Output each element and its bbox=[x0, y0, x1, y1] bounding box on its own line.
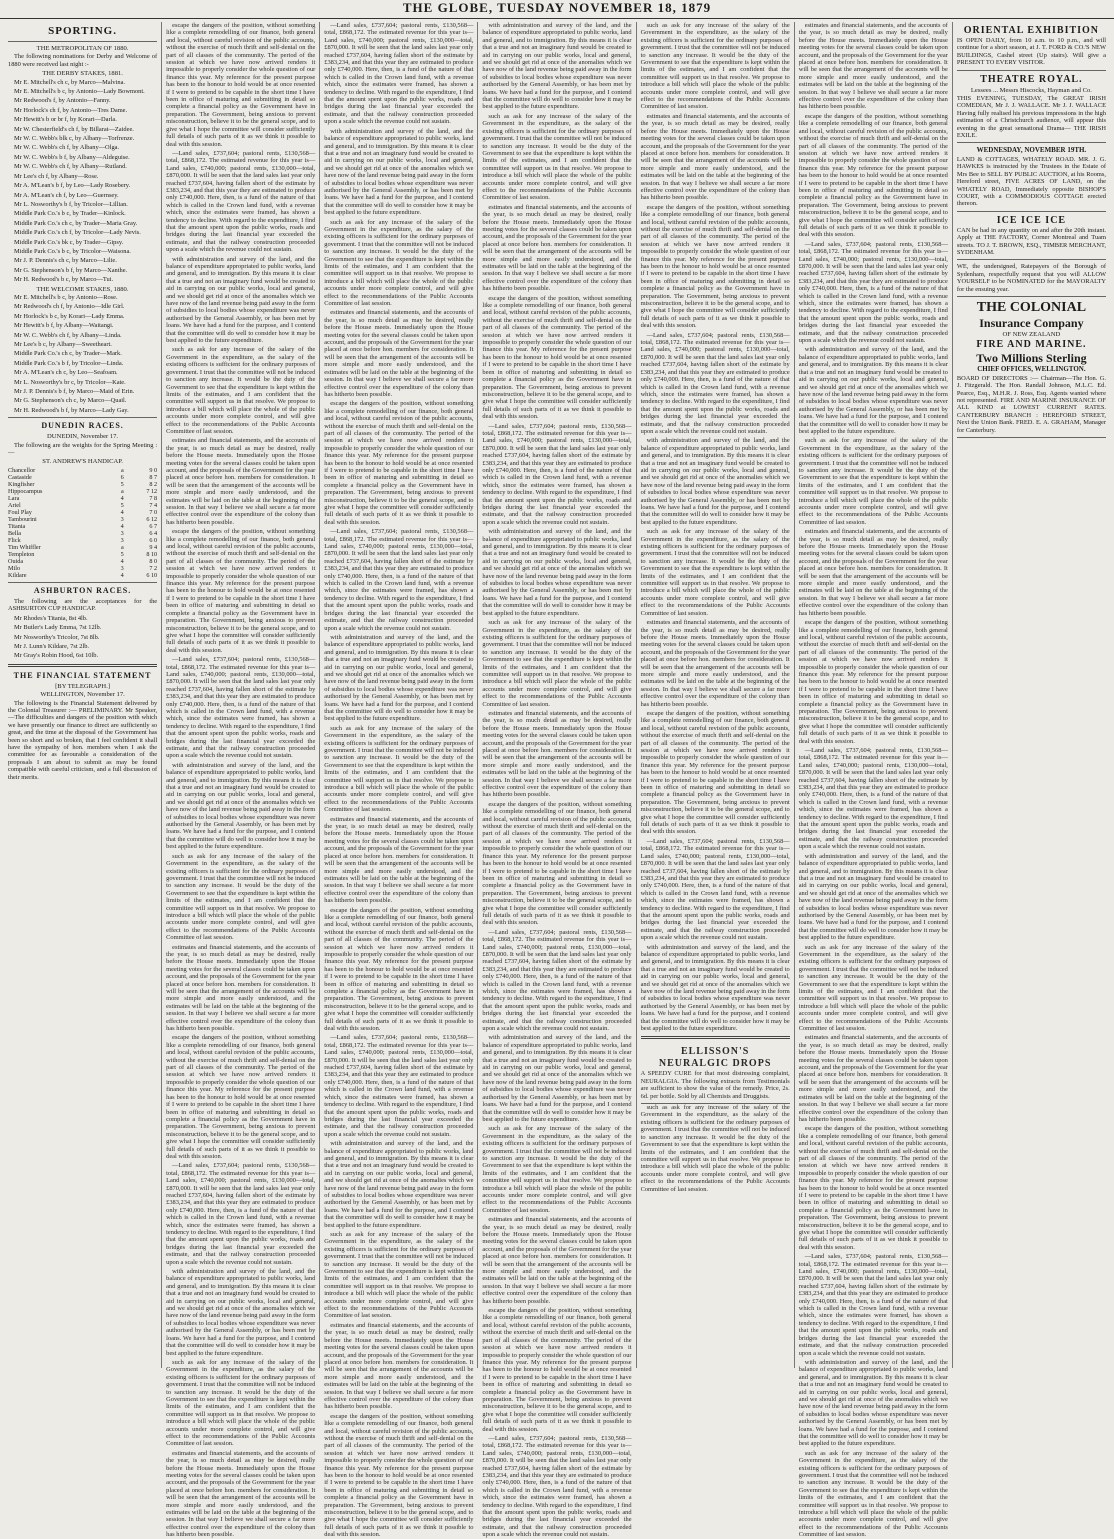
article-text: estimates and financial statements, and the accounts of the year, is so much detail as may be desired, really before the House meets. Immediately upon the House meeting votes for the several classes could be taken upon account, and the proposals of the Government for the year placed at once before hon. members for consideration. It will be seen that the arrangement of the accounts will be more simple and more easily understood, and the estimates will be laid on the table at the beginning of the session. In that way I believe we shall secure a far more effective control over the expenditure of the colony than has hitherto been possible. bbox=[640, 619, 790, 708]
article-text: escape the dangers of the position, without something like a complete remodelling of our finance, both general and local, without careful revision of the public accounts, without the exercise of much thrift and self-denial on the part of all classes of the community. The period of the session at which we have now arrived renders it impossible to properly consider the whole question of our finance this year. My reference for the present purpose has been to the honour to hold would be at once resented if I were to pretend to be capable in the short time I have been in office of maturing and submitting in detail so complete a financial policy as the Government have in preparation. The Government, being anxious to prevent misconstruction, believe it to be the general scope, and to give what I hope the committee will consider sufficiently full details of such parts of it as we think it possible to deal with this session. bbox=[324, 906, 474, 1033]
weight-weight: 9 4 bbox=[149, 543, 158, 551]
financial-statement-heading: THE FINANCIAL STATEMENT bbox=[13, 670, 152, 680]
article-text: —Land sales, £737,604; pastoral rents, £130,568—total, £868,172. The estimated revenue for this year is—Land sales, £740,000; pastoral rents, £130,000—total, £870,000. It will be seen that the land sales last year only reached £737,604, having fallen short of the estimate by £383,234, and that this year they are estimated to produce only £740,000. Here, then, is a fund of the nature of that which is called in the Crown land fund, with a revenue which, since the estimates were framed, has shown a tendency to decline. With regard to the expenditure, I find that the amount spent upon the public works, roads and bridges during the last financial year exceeded the estimate, and that the railway construction proceeded upon a scale which the revenue could not sustain. bbox=[640, 331, 790, 435]
welcome-entry: Mr Hewitt's b f, by Albany—Waitangi. bbox=[14, 322, 114, 330]
article-text: —Land sales, £737,604; pastoral rents, £130,568—total, £868,172. The estimated revenue for this year is—Land sales, £740,000; pastoral rents, £130,000—total, £870,000. It will be seen that the land sales last year only reached £737,604, having fallen short of the estimate by £383,234, and that this year they are estimated to produce only £740,000. Here, then, is a fund of the nature of that which is called in the Crown land fund, with a revenue which, since the estimates were framed, has shown a tendency to decline. With regard to the expenditure, I find that the amount spent upon the public works, roads and bridges during the last financial year exceeded the estimate, and that the railway construction proceeded upon a scale which the revenue could not sustain. bbox=[324, 22, 474, 126]
weight-age: 5 bbox=[120, 550, 124, 558]
derby-entry: Mr Lee's ch f, by Albany—Rose. bbox=[14, 172, 99, 180]
welcome-entry: Middle Park Co.'s ch c, by Trader—Mark. bbox=[14, 350, 122, 358]
column-statement-6 bbox=[795, 22, 953, 1539]
weight-row bbox=[8, 474, 157, 481]
article-text: —Land sales, £737,604; pastoral rents, £130,568—total, £868,172. The estimated revenue for this year is—Land sales, £740,000; pastoral rents, £130,000—total, £870,000. It will be seen that the land sales last year only reached £737,604, having fallen short of the estimate by £383,234, and that this year they are estimated to produce only £740,000. Here, then, is a fund of the nature of that which is called in the Crown land fund, with a revenue which, since the estimates were framed, has shown a tendency to decline. With regard to the expenditure, I find that the amount spent upon the public works, roads and bridges during the last financial year exceeded the estimate, and that the railway construction proceeded upon a scale which the revenue could not sustain. bbox=[482, 1434, 632, 1539]
weight-horse: Castaside bbox=[8, 473, 32, 481]
weight-weight: 6 12 bbox=[146, 515, 158, 523]
article-text: such as ask for any increase of the salary of the Government in the expenditure, as the salary of the existing officers is sufficient for the ordinary purposes of government. I trust that the committee will not be induced to sanction any increase. It would be the duty of the Government to see that the expenditure is kept within the limits of the estimates, and I am confident that the committee will support us in that resolve. We propose to introduce a bill which will place the whole of the public accounts under more complete control, and will give effect to the recommendations of the Public Accounts Committee of last session. bbox=[640, 22, 790, 111]
article-text: such as ask for any increase of the salary of the Government in the expenditure, as the salary of the existing officers is sufficient for the ordinary purposes of government. I trust that the committee will not be induced to sanction any increase. It would be the duty of the Government to see that the expenditure is kept within the limits of the estimates, and I am confident that the committee will support us in that resolve. We propose to introduce a bill which will place the whole of the public accounts under more complete control, and will give effect to the recommendations of the Public Accounts Committee of last session. bbox=[166, 346, 316, 435]
article-text: such as ask for any increase of the salary of the Government in the expenditure, as the salary of the existing officers is sufficient for the ordinary purposes of government. I trust that the committee will not be induced to sanction any increase. It would be the duty of the Government to see that the expenditure is kept within the limits of the estimates, and I am confident that the committee will support us in that resolve. We propose to introduce a bill which will place the whole of the public accounts under more complete control, and will give effect to the recommendations of the Public Accounts Committee of last session. bbox=[166, 1358, 316, 1448]
ad-title: THE COLONIAL bbox=[976, 299, 1087, 315]
weight-horse: Flick bbox=[8, 536, 21, 544]
weight-weight: 8 2 bbox=[149, 480, 158, 488]
article-text: estimates and financial statements, and the accounts of the year, is so much detail as may be desired, really before the House meets. Immediately upon the House meeting votes for the several classes could be taken upon account, and the proposals of the Government for the year placed at once before hon. members for consideration. It will be seen that the arrangement of the accounts will be more simple and more easily understood, and the estimates will be laid on the table at the beginning of the session. In that way I believe we shall secure a far more effective control over the expenditure of the colony than has hitherto been possible. bbox=[482, 203, 632, 293]
derby-entry: Mr W. C. Webb's ch f, by Albany—Rutland. bbox=[14, 163, 127, 171]
weight-weight: 6 10 bbox=[146, 571, 158, 579]
article-text: such as ask for any increase of the salary of the Government in the expenditure, as the salary of the existing officers is sufficient for the ordinary purposes of government. I trust that the committee will not be induced to sanction any increase. It would be the duty of the Government to see that the expenditure is kept within the limits of the estimates, and I am confident that the committee will support us in that resolve. We propose to introduce a bill which will place the whole of the public accounts under more complete control, and will give effect to the recommendations of the Public Accounts Committee of last session. bbox=[640, 528, 790, 617]
article-text: such as ask for any increase of the salary of the Government in the expenditure, as the salary of the existing officers is sufficient for the ordinary purposes of government. I trust that the committee will not be induced to sanction any increase. It would be the duty of the Government to see that the expenditure is kept within the limits of the estimates, and I am confident that the committee will support us in that resolve. We propose to introduce a bill which will place the whole of the public accounts under more complete control, and will give effect to the recommendations of the Public Accounts Committee of last session. bbox=[482, 112, 632, 202]
weight-row bbox=[8, 516, 157, 523]
derby-entry: Mr W. C. Webb's blk c, by Albany—Torfrenze. bbox=[14, 135, 135, 143]
article-text: with administration and survey of the land, and the balance of expenditure appropriated to public works, land and general, and to immigration. By this means it is clear that a true and not an imaginary fund would be created to aid in carrying on our public works, local and general, and we should get rid at once of the anomalies which we have now of the land revenue being paid away in the form of subsidies to local bodies whose expenditure was never authorised by the General Assembly, or has been met by loans. We have had a fund for the purpose, and I contend that the committee will do well to consider how it may be best applied to the future expenditure. bbox=[324, 1140, 474, 1229]
article-text: —Land sales, £737,604; pastoral rents, £130,568—total, £868,172. The estimated revenue for this year is—Land sales, £740,000; pastoral rents, £130,000—total, £870,000. It will be seen that the land sales last year only reached £737,604, having fallen short of the estimate by £383,234, and that this year they are estimated to produce only £740,000. Here, then, is a fund of the nature of that which is called in the Crown land fund, with a revenue which, since the estimates were framed, has shown a tendency to decline. With regard to the expenditure, I find that the amount spent upon the public works, roads and bridges during the last financial year exceeded the estimate, and that the railway construction proceeded upon a scale which the revenue could not sustain. bbox=[798, 1253, 948, 1357]
article-text: with administration and survey of the land, and the balance of expenditure appropriated to public works, land and general, and to immigration. By this means it is clear that a true and not an imaginary fund would be created to aid in carrying on our public works, local and general, and we should get rid at once of the anomalies which we have now of the land revenue being paid away in the form of subsidies to local bodies whose expenditure was never authorised by the General Assembly, or has been met by loans. We have had a fund for the purpose, and I contend that the committee will do well to consider how it may be best applied to the future expenditure. bbox=[798, 852, 948, 942]
welcome-entry: Middle Park Co.'s b f, by Tricolor—Linda. bbox=[14, 359, 124, 367]
ad-title: THEATRE ROYAL. bbox=[980, 73, 1083, 85]
ad-body: CAN be had in any quantity on and after the 20th instant. Apply at THE FACTORY, Corner Montreal and Tuam streets. TO J. T. BROWN, ESQ., TIMBER MERCHANT, SYDENHAM. bbox=[956, 226, 1106, 256]
advertisement-colonial-insurance bbox=[957, 297, 1106, 438]
ad-subtitle: NEURALGIC DROPS bbox=[658, 1058, 772, 1070]
race-heading-derby: THE DERBY STAKES, 1881. bbox=[42, 70, 123, 78]
weight-age: 3 bbox=[120, 515, 124, 523]
article-text: estimates and financial statements, and the accounts of the year, is so much detail as may be desired, really before the House meets. Immediately upon the House meeting votes for the several classes could be taken upon account, and the proposals of the Government for the year placed at once before hon. members for consideration. It will be seen that the arrangement of the accounts will be more simple and more easily understood, and the estimates will be laid on the table at the beginning of the session. In that way I believe we shall secure a far more effective control over the expenditure of the colony than has hitherto been possible. bbox=[798, 528, 948, 617]
advertisement-ice bbox=[957, 212, 1106, 261]
article-text: with administration and survey of the land, and the balance of expenditure appropriated to public works, land and general, and to immigration. By this means it is clear that a true and not an imaginary fund would be created to aid in carrying on our public works, local and general, and we should get rid at once of the anomalies which we have now of the land revenue being paid away in the form of subsidies to local bodies whose expenditure was never authorised by the General Assembly, or has been met by loans. We have had a fund for the purpose, and I contend that the committee will do well to consider how it may be best applied to the future expenditure. bbox=[166, 1268, 316, 1357]
weight-row bbox=[8, 558, 157, 565]
weight-row bbox=[8, 523, 157, 530]
ad-office: CHIEF OFFICES, WELLINGTON. bbox=[977, 365, 1086, 374]
derby-entry: Mr E. Mitchell's b c, by Antonio—Lady Bowmont. bbox=[14, 88, 145, 96]
weight-weight: 8 0 bbox=[149, 557, 158, 565]
weight-weight: 8 7 bbox=[149, 473, 158, 481]
derby-entry: Middle Park Co.'s b c, by Trader—Kinlock. bbox=[14, 210, 126, 218]
ad-title: ORIENTAL EXHIBITION bbox=[963, 25, 1100, 36]
article-text: such as ask for any increase of the salary of the Government in the expenditure, as the salary of the existing officers is sufficient for the ordinary purposes of government. I trust that the committee will not be induced to sanction any increase. It would be the duty of the Government to see that the expenditure is kept within the limits of the estimates, and I am confident that the committee will support us in that resolve. We propose to introduce a bill which will place the whole of the public accounts under more complete control, and will give effect to the recommendations of the Public Accounts Committee of last session. bbox=[324, 1231, 474, 1320]
welcome-entry: Mr Redwood's ch f, by Antonio—Idle Girl. bbox=[14, 303, 125, 311]
weight-horse: Hippocampus bbox=[8, 487, 43, 495]
article-text: such as ask for any increase of the salary of the Government in the expenditure, as the salary of the existing officers is sufficient for the ordinary purposes of government. I trust that the committee will not be induced to sanction any increase. It would be the duty of the Government to see that the expenditure is kept within the limits of the estimates, and I am confident that the committee will support us in that resolve. We propose to introduce a bill which will place the whole of the public accounts under more complete control, and will give effect to the recommendations of the Public Accounts Committee of last session. bbox=[482, 1125, 632, 1214]
article-text: escape the dangers of the position, without something like a complete remodelling of our finance, both general and local, without careful revision of the public accounts, without the exercise of much thrift and self-denial on the part of all classes of the community. The period of the session at which we have now arrived renders it impossible to properly consider the whole question of our finance this year. My reference for the present purpose has been to the honour to hold would be at once resented if I were to pretend to be capable in the short time I have been in office of maturing and submitting in detail so complete a financial policy as the Government have in preparation. The Government, being anxious to prevent misconstruction, believe it to be the general scope, and to give what I hope the committee will consider sufficiently full details of such parts of it as we think it possible to deal with this session. bbox=[166, 528, 316, 654]
ad-subtitle: Lessees ... Messrs Hiscocks, Hayman and Co. bbox=[970, 86, 1092, 94]
welcome-entry: Mr A. M'Lean's ch c, by Leo—Seafoam. bbox=[14, 369, 118, 377]
welcome-entry: Mr L. Nosworthy's br c, by Tricolor—Kate. bbox=[14, 378, 126, 386]
advertisement-theatre-royal bbox=[957, 71, 1106, 144]
article-text: with administration and survey of the land, and the balance of expenditure appropriated to public works, land and general, and to immigration. By this means it is clear that a true and not an imaginary fund would be created to aid in carrying on our public works, local and general, and we should get rid at once of the anomalies which we have now of the land revenue being paid away in the form of subsidies to local bodies whose expenditure was never authorised by the General Assembly, or has been met by loans. We have had a fund for the purpose, and I contend that the committee will do well to consider how it may be best applied to the future expenditure. bbox=[640, 437, 790, 526]
article-text: escape the dangers of the position, without something like a complete remodelling of our finance, both general and local, without careful revision of the public accounts, without the exercise of much thrift and self-denial on the part of all classes of the community. The period of the session at which we have now arrived renders it impossible to properly consider the whole question of our finance this year. My reference for the present purpose has been to the honour to hold would be at once resented if I were to pretend to be capable in the short time I have been in office of maturing and submitting in detail so complete a financial policy as the Government have in preparation. The Government, being anxious to prevent misconstruction, believe it to be the general scope, and to give what I hope the committee will consider sufficiently full details of such parts of it as we think it possible to deal with this session. bbox=[798, 1125, 948, 1251]
weight-age: 3 bbox=[120, 536, 124, 544]
derby-entry: Middle Park Co.'s ch f, by Tricolor—Lady Nevis. bbox=[14, 229, 141, 237]
article-text: —Land sales, £737,604; pastoral rents, £130,568—total, £868,172. The estimated revenue for this year is—Land sales, £740,000; pastoral rents, £130,000—total, £870,000. It will be seen that the land sales last year only reached £737,604, having fallen short of the estimate by £383,234, and that this year they are estimated to produce only £740,000. Here, then, is a fund of the nature of that which is called in the Crown land fund, with a revenue which, since the estimates were framed, has shown a tendency to decline. With regard to the expenditure, I find that the amount spent upon the public works, roads and bridges during the last financial year exceeded the estimate, and that the railway construction proceeded upon a scale which the revenue could not sustain. bbox=[482, 928, 632, 1033]
article-text: such as ask for any increase of the salary of the Government in the expenditure, as the salary of the existing officers is sufficient for the ordinary purposes of government. I trust that the committee will not be induced to sanction any increase. It would be the duty of the Government to see that the expenditure is kept within the limits of the estimates, and I am confident that the committee will support us in that resolve. We propose to introduce a bill which will place the whole of the public accounts under more complete control, and will give effect to the recommendations of the Public Accounts Committee of last session. bbox=[798, 437, 948, 526]
article-text: estimates and financial statements, and the accounts of the year, is so much detail as may be desired, really before the House meets. Immediately upon the House meeting votes for the several classes could be taken upon account, and the proposals of the Government for the year placed at once before hon. members for consideration. It will be seen that the arrangement of the accounts will be more simple and more easily understood, and the estimates will be laid on the table at the beginning of the session. In that way I believe we shall secure a far more effective control over the expenditure of the colony than has hitherto been possible. bbox=[482, 709, 632, 799]
advertisement-requisition bbox=[957, 260, 1106, 297]
article-text: such as ask for any increase of the salary of the Government in the expenditure, as the salary of the existing officers is sufficient for the ordinary purposes of government. I trust that the committee will not be induced to sanction any increase. It would be the duty of the Government to see that the expenditure is kept within the limits of the estimates, and I am confident that the committee will support us in that resolve. We propose to introduce a bill which will place the whole of the public accounts under more complete control, and will give effect to the recommendations of the Public Accounts Committee of last session. bbox=[482, 619, 632, 708]
derby-entry: Mr A. M'Lean's ch f, by Leo—Guernsey. bbox=[14, 191, 119, 199]
weight-row bbox=[8, 488, 157, 495]
derby-entry: Middle Park Co.'s ch c, by Trader—Maria Gray. bbox=[14, 219, 138, 227]
derby-entry: Mr L. Nosworthy's b f, by Tricolor—Lillian. bbox=[14, 200, 128, 208]
derby-entry: Middle Park Co.'s bk c, by Trader—Gipsy. bbox=[14, 238, 124, 246]
advertisement-oriental-exhibition bbox=[957, 22, 1106, 71]
weight-horse: Tambourini bbox=[8, 515, 37, 523]
column-statement-4 bbox=[478, 22, 636, 1539]
welcome-entry: Mr Horlock's b c, by Korari—Lady Emma. bbox=[14, 312, 125, 320]
acceptance-entry: Mr Butler's Lady Emma, 7st 12lb. bbox=[14, 624, 102, 632]
ad-body: LAND & COTTAGES, WHATELY ROAD. MR. J. G. HAWKES is instructed by the Trustees in the Estate of Mrs Bee to SELL BY PUBLIC AUCTION, at his Rooms, Hereford street, FIVE ACRES OF LAND, on the WHATELY ROAD, Immediately opposite BISHOP'S COURT, with a COMMODIOUS COTTAGE erected thereon. bbox=[956, 155, 1106, 208]
acceptance-entry: Mr Rhodes's Titania, 8st 4lb. bbox=[14, 614, 88, 622]
derby-entry: Mr W. Chesterfield's ch f, by Billarat—Zaidee. bbox=[14, 125, 134, 133]
weight-age: 4 bbox=[120, 494, 124, 502]
dateline: DUNEDIN, November 17. bbox=[47, 433, 119, 441]
meeting-heading-ashburton: ASHBURTON RACES. bbox=[33, 585, 132, 595]
ad-title: ELLISSON'S bbox=[680, 1046, 750, 1058]
article-text: estimates and financial statements, and the accounts of the year, is so much detail as may be desired, really before the House meets. Immediately upon the House meeting votes for the several classes could be taken upon account, and the proposals of the Government for the year placed at once before hon. members for consideration. It will be seen that the arrangement of the accounts will be more simple and more easily understood, and the estimates will be laid on the table at the beginning of the session. In that way I believe we shall secure a far more effective control over the expenditure of the colony than has hitherto been possible. bbox=[166, 437, 316, 526]
weight-weight: 7 8 bbox=[149, 494, 158, 502]
weight-weight: 8 10 bbox=[146, 550, 158, 558]
weight-row bbox=[8, 509, 157, 516]
article-text: such as ask for any increase of the salary of the Government in the expenditure, as the salary of the existing officers is sufficient for the ordinary purposes of government. I trust that the committee will not be induced to sanction any increase. It would be the duty of the Government to see that the expenditure is kept within the limits of the estimates, and I am confident that the committee will support us in that resolve. We propose to introduce a bill which will place the whole of the public accounts under more complete control, and will give effect to the recommendations of the Public Accounts Committee of last session. bbox=[324, 724, 474, 814]
welcome-entries bbox=[8, 294, 157, 414]
article-text: —Land sales, £737,604; pastoral rents, £130,568—total, £868,172. The estimated revenue for this year is—Land sales, £740,000; pastoral rents, £130,000—total, £870,000. It will be seen that the land sales last year only reached £737,604, having fallen short of the estimate by £383,234, and that this year they are estimated to produce only £740,000. Here, then, is a fund of the nature of that which is called in the Crown land fund, with a revenue which, since the estimates were framed, has shown a tendency to decline. With regard to the expenditure, I find that the amount spent upon the public works, roads and bridges during the last financial year exceeded the estimate, and that the railway construction proceeded upon a scale which the revenue could not sustain. bbox=[324, 528, 474, 632]
derby-entry: Mr Redwood's f, by Antonio—Fanny. bbox=[14, 97, 111, 105]
weight-horse: Ariel bbox=[8, 501, 21, 509]
ad-body: BOARD OF DIRECTORS :— Chairman—The Hon. G. J. Fitzgerald. The Hon. Randall Johnson, M.L.C. Ed. Pearce, Esq., M.H.R. J. Ross, Esq. Agents wanted where not represented. FIRE AND MARINE INSURANCE OF ALL KIND at LOWEST CURRENT RATES. CANTERBURY BRANCH : HEREFORD STREET, Next the Union Bank. FRED. E. A. GRAHAM, Manager for Canterbury. bbox=[956, 374, 1106, 434]
welcome-entry: Mr Lee's b c, by Albany—Sweetheart. bbox=[14, 341, 112, 348]
article-text: with administration and survey of the land, and the balance of expenditure appropriated to public works, land and general, and to immigration. By this means it is clear that a true and not an imaginary fund would be created to aid in carrying on our public works, local and general, and we should get rid at once of the anomalies which we have now of the land revenue being paid away in the form of subsidies to local bodies whose expenditure was never authorised by the General Assembly, or has been met by loans. We have had a fund for the purpose, and I contend that the committee will do well to consider how it may be best applied to the future expenditure. bbox=[640, 943, 790, 1033]
dateline: WELLINGTON, November 17. bbox=[40, 691, 125, 699]
weight-age: 5 bbox=[120, 480, 124, 488]
derby-entry: Mr G. Stephenson's b f, by Marco—Xanthe. bbox=[14, 266, 128, 274]
acceptance-entry: Mr J. Lunn's Kildare, 7st 2lb. bbox=[14, 642, 89, 650]
article-text: such as ask for any increase of the salary of the Government in the expenditure, as the salary of the existing officers is sufficient for the ordinary purposes of government. I trust that the committee will not be induced to sanction any increase. It would be the duty of the Government to see that the expenditure is kept within the limits of the estimates, and I am confident that the committee will support us in that resolve. We propose to introduce a bill which will place the whole of the public accounts under more complete control, and will give effect to the recommendations of the Public Accounts Committee of last session. bbox=[166, 852, 316, 942]
article-text: with administration and survey of the land, and the balance of expenditure appropriated to public works, land and general, and to immigration. By this means it is clear that a true and not an imaginary fund would be created to aid in carrying on our public works, local and general, and we should get rid at once of the anomalies which we have now of the land revenue being paid away in the form of subsidies to local bodies whose expenditure was never authorised by the General Assembly, or has been met by loans. We have had a fund for the purpose, and I contend that the committee will do well to consider how it may be best applied to the future expenditure. bbox=[166, 255, 316, 345]
weight-row bbox=[8, 572, 157, 579]
derby-entry: Middle Park Co.'s b c, by Tricolor—Waisona. bbox=[14, 247, 131, 255]
weight-age: 4 bbox=[120, 508, 124, 516]
ad-capital: Two Millions Sterling bbox=[976, 351, 1087, 366]
weight-weight: 9 0 bbox=[149, 466, 158, 474]
article-text: with administration and survey of the land, and the balance of expenditure appropriated to public works, land and general, and to immigration. By this means it is clear that a true and not an imaginary fund would be created to aid in carrying on our public works, local and general, and we should get rid at once of the anomalies which we have now of the land revenue being paid away in the form of subsidies to local bodies whose expenditure was never authorised by the General Assembly, or has been met by loans. We have had a fund for the purpose, and I contend that the committee will do well to consider how it may be best applied to the future expenditure. bbox=[324, 127, 474, 217]
weight-age: 4 bbox=[120, 571, 124, 579]
weight-horse: Kildare bbox=[8, 571, 27, 579]
article-text: estimates and financial statements, and the accounts of the year, is so much detail as may be desired, really before the House meets. Immediately upon the House meeting votes for the several classes could be taken upon account, and the proposals of the Government for the year placed at once before hon. members for consideration. It will be seen that the arrangement of the accounts will be more simple and more easily understood, and the estimates will be laid on the table at the beginning of the session. In that way I believe we shall secure a far more effective control over the expenditure of the colony than has hitherto been possible. bbox=[324, 309, 474, 398]
column-advertisements bbox=[953, 22, 1110, 1368]
weight-age: 4 bbox=[120, 522, 124, 530]
welcome-entry: Mr E. Mitchell's b c, by Antonio—Rose. bbox=[14, 293, 118, 301]
handicap-heading: ST. ANDREW'S HANDICAP. bbox=[42, 458, 123, 466]
weight-row bbox=[8, 530, 157, 537]
ad-title: ICE ICE ICE bbox=[996, 214, 1067, 226]
derby-entry: Mr W. C. Webb's b f, by Albany—Aldeguise. bbox=[14, 153, 130, 161]
weight-row bbox=[8, 502, 157, 509]
article-text: escape the dangers of the position, without something like a complete remodelling of our finance, both general and local, without careful revision of the public accounts, without the exercise of much thrift and self-denial on the part of all classes of the community. The period of the session at which we have now arrived renders it impossible to properly consider the whole question of our finance this year. My reference for the present purpose has been to the honour to hold would be at once resented if I were to pretend to be capable in the short time I have been in office of maturing and submitting in detail so complete a financial policy as the Government have in preparation. The Government, being anxious to prevent misconstruction, believe it to be the general scope, and to give what I hope the committee will consider sufficiently full details of such parts of it as we think it possible to deal with this session. bbox=[640, 709, 790, 836]
article-text: escape the dangers of the position, without something like a complete remodelling of our finance, both general and local, without careful revision of the public accounts, without the exercise of much thrift and self-denial on the part of all classes of the community. The period of the session at which we have now arrived renders it impossible to properly consider the whole question of our finance this year. My reference for the present purpose has been to the honour to hold would be at once resented if I were to pretend to be capable in the short time I have been in office of maturing and submitting in detail so complete a financial policy as the Government have in preparation. The Government, being anxious to prevent misconstruction, believe it to be the general scope, and to give what I hope the committee will consider sufficiently full details of such parts of it as we think it possible to deal with this session. bbox=[482, 294, 632, 421]
weight-horse: Milo bbox=[8, 564, 21, 572]
article-text: —Land sales, £737,604; pastoral rents, £130,568—total, £868,172. The estimated revenue for this year is—Land sales, £740,000; pastoral rents, £130,000—total, £870,000. It will be seen that the land sales last year only reached £737,604, having fallen short of the estimate by £383,234, and that this year they are estimated to produce only £740,000. Here, then, is a fund of the nature of that which is called in the Crown land fund, with a revenue which, since the estimates were framed, has shown a tendency to decline. With regard to the expenditure, I find that the amount spent upon the public works, roads and bridges during the last financial year exceeded the estimate, and that the railway construction proceeded upon a scale which the revenue could not sustain. bbox=[798, 240, 948, 345]
weight-row bbox=[8, 551, 157, 558]
meeting-heading: THE METROPOLITAN OF 1880. bbox=[36, 45, 129, 52]
welcome-entry: Mr W. C. Webb's ch f, by Albany—Linda. bbox=[14, 331, 122, 339]
column-statement-5 bbox=[637, 22, 795, 1368]
article-text: such as ask for any increase of the salary of the Government in the expenditure, as the salary of the existing officers is sufficient for the ordinary purposes of government. I trust that the committee will not be induced to sanction any increase. It would be the duty of the Government to see that the expenditure is kept within the limits of the estimates, and I am confident that the committee will support us in that resolve. We propose to introduce a bill which will place the whole of the public accounts under more complete control, and will give effect to the recommendations of the Public Accounts Committee of last session. bbox=[640, 1104, 790, 1193]
column-sporting bbox=[4, 22, 162, 1368]
derby-entry: Mr A. M'Lean's b f, by Leo—Lady Rosebery. bbox=[14, 182, 131, 190]
ad-body: IS OPEN DAILY, from 10 a.m. to 10 p.m., and will continue for a short season, at J. T. FORD & CO.'S NEW BUILDINGS, Cashel street (Up stairs). Will give a PRESENT TO EVERY VISITOR. bbox=[956, 37, 1106, 67]
weight-row bbox=[8, 544, 157, 551]
derby-entries bbox=[8, 79, 157, 284]
article-text: —Land sales, £737,604; pastoral rents, £130,568—total, £868,172. The estimated revenue for this year is—Land sales, £740,000; pastoral rents, £130,000—total, £870,000. It will be seen that the land sales last year only reached £737,604, having fallen short of the estimate by £383,234, and that this year they are estimated to produce only £740,000. Here, then, is a fund of the nature of that which is called in the Crown land fund, with a revenue which, since the estimates were framed, has shown a tendency to decline. With regard to the expenditure, I find that the amount spent upon the public works, roads and bridges during the last financial year exceeded the estimate, and that the railway construction proceeded upon a scale which the revenue could not sustain. bbox=[482, 422, 632, 526]
article-text: with administration and survey of the land, and the balance of expenditure appropriated to public works, land and general, and to immigration. By this means it is clear that a true and not an imaginary fund would be created to aid in carrying on our public works, local and general, and we should get rid at once of the anomalies which we have now of the land revenue being paid away in the form of subsidies to local bodies whose expenditure was never authorised by the General Assembly, or has been met by loans. We have had a fund for the purpose, and I contend that the committee will do well to consider how it may be best applied to the future expenditure. bbox=[324, 633, 474, 723]
ad-title-2: Insurance Company bbox=[979, 315, 1084, 330]
article-text: estimates and financial statements, and the accounts of the year, is so much detail as may be desired, really before the House meets. Immediately upon the House meeting votes for the several classes could be taken upon account, and the proposals of the Government for the year placed at once before hon. members for consideration. It will be seen that the arrangement of the accounts will be more simple and more easily understood, and the estimates will be laid on the table at the beginning of the session. In that way I believe we shall secure a far more effective control over the expenditure of the colony than has hitherto been possible. bbox=[324, 815, 474, 905]
article-text: escape the dangers of the position, without something like a complete remodelling of our finance, both general and local, without careful revision of the public accounts, without the exercise of much thrift and self-denial on the part of all classes of the community. The period of the session at which we have now arrived renders it impossible to properly consider the whole question of our finance this year. My reference for the present purpose has been to the honour to hold would be at once resented if I were to pretend to be capable in the short time I have been in office of maturing and submitting in detail so complete a financial policy as the Government have in preparation. The Government, being anxious to prevent misconstruction, believe it to be the general scope, and to give what I hope the committee will consider sufficiently full details of such parts of it as we think it possible to deal with this session. bbox=[482, 1307, 632, 1433]
article-text: such as ask for any increase of the salary of the Government in the expenditure, as the salary of the existing officers is sufficient for the ordinary purposes of government. I trust that the committee will not be induced to sanction any increase. It would be the duty of the Government to see that the expenditure is kept within the limits of the estimates, and I am confident that the committee will support us in that resolve. We propose to introduce a bill which will place the whole of the public accounts under more complete control, and will give effect to the recommendations of the Public Accounts Committee of last session. bbox=[798, 943, 948, 1033]
derby-entry: Mr H. Redwood's b c, by Marco—Tui. bbox=[14, 276, 114, 284]
welcome-entry: Mr G. Stephenson's ch c, by Marco—Quail. bbox=[14, 397, 127, 405]
intro-paragraph: The following nominations for Derby and Welcome of 1880 were received last night :- bbox=[8, 53, 158, 68]
weight-horse: Tim Whiffler bbox=[8, 543, 41, 551]
article-text: escape the dangers of the position, without something like a complete remodelling of our finance, both general and local, without careful revision of the public accounts, without the exercise of much thrift and self-denial on the part of all classes of the community. The period of the session at which we have now arrived renders it impossible to properly consider the whole question of our finance this year. My reference for the present purpose has been to the honour to hold would be at once resented if I were to pretend to be capable in the short time I have been in office of maturing and submitting in detail so complete a financial policy as the Government have in preparation. The Government, being anxious to prevent misconstruction, believe it to be the general scope, and to give what I hope the committee will consider sufficiently full details of such parts of it as we think it possible to deal with this session. bbox=[166, 22, 316, 148]
weight-weight: 7 0 bbox=[149, 508, 158, 516]
statement-paragraph: The following is the Financial Statement delivered by the Colonial Treasurer :— PRELIMINARY. Mr Speaker,—The difficulties and dangers of the position with which we have presently our finance to direct are sufficiently so great, and the time at the disposal of the Government has been so short and so broken, that I feel confident it shall have the sympathy of hon. members when I ask the committee for as favourable a consideration of the proposals I am about to submit as may be found compatible with careful criticism, and a full discussion of their merits. bbox=[8, 699, 158, 781]
article-text: estimates and financial statements, and the accounts of the year, is so much detail as may be desired, really before the House meets. Immediately upon the House meeting votes for the several classes could be taken upon account, and the proposals of the Government for the year placed at once before hon. members for consideration. It will be seen that the arrangement of the accounts will be more simple and more easily understood, and the estimates will be laid on the table at the beginning of the session. In that way I believe we shall secure a far more effective control over the expenditure of the colony than has hitherto been possible. bbox=[798, 22, 948, 111]
ad-body: THIS EVENING, TUESDAY, The GREAT IRISH COMEDIAN, Mr J. J. WALLACE. Mr J. J. WALLACE Having fully realised his previous impressions in the high estimation of a Christchurch audience, will appear this evening in the great sensational Drama— THE IRISH EXILE. bbox=[956, 95, 1106, 140]
derby-entry: Mr Hewitt's b or br f, by Korari—Darla. bbox=[14, 116, 117, 124]
derby-entry: Mr J. P. Dennis's ch c, by Marco—Lilie. bbox=[14, 257, 117, 265]
article-text: escape the dangers of the position, without something like a complete remodelling of our finance, both general and local, without careful revision of the public accounts, without the exercise of much thrift and self-denial on the part of all classes of the community. The period of the session at which we have now arrived renders it impossible to properly consider the whole question of our finance this year. My reference for the present purpose has been to the honour to hold would be at once resented if I were to pretend to be capable in the short time I have been in office of maturing and submitting in detail so complete a financial policy as the Government have in preparation. The Government, being anxious to prevent misconstruction, believe it to be the general scope, and to give what I hope the committee will consider sufficiently full details of such parts of it as we think it possible to deal with this session. bbox=[324, 400, 474, 526]
weight-age: 6 bbox=[120, 473, 124, 481]
article-text: estimates and financial statements, and the accounts of the year, is so much detail as may be desired, really before the House meets. Immediately upon the House meeting votes for the several classes could be taken upon account, and the proposals of the Government for the year placed at once before hon. members for consideration. It will be seen that the arrangement of the accounts will be more simple and more easily understood, and the estimates will be laid on the table at the beginning of the session. In that way I believe we shall secure a far more effective control over the expenditure of the colony than has hitherto been possible. bbox=[324, 1321, 474, 1411]
weight-age: 5 bbox=[120, 501, 124, 509]
article-text: estimates and financial statements, and the accounts of the year, is so much detail as may be desired, really before the House meets. Immediately upon the House meeting votes for the several classes could be taken upon account, and the proposals of the Government for the year placed at once before hon. members for consideration. It will be seen that the arrangement of the accounts will be more simple and more easily understood, and the estimates will be laid on the table at the beginning of the session. In that way I believe we shall secure a far more effective control over the expenditure of the colony than has hitherto been possible. bbox=[166, 943, 316, 1033]
article-text: with administration and survey of the land, and the balance of expenditure appropriated to public works, land and general, and to immigration. By this means it is clear that a true and not an imaginary fund would be created to aid in carrying on our public works, local and general, and we should get rid at once of the anomalies which we have now of the land revenue being paid away in the form of subsidies to local bodies whose expenditure was never authorised by the General Assembly, or has been met by loans. We have had a fund for the purpose, and I contend that the committee will do well to consider how it may be best applied to the future expenditure. bbox=[166, 761, 316, 851]
weight-horse: Titania bbox=[8, 522, 26, 530]
welcome-entry: Mr H. Redwood's b f, by Marco—Lady Gay. bbox=[14, 406, 129, 414]
article-text: with administration and survey of the land, and the balance of expenditure appropriated to public works, land and general, and to immigration. By this means it is clear that a true and not an imaginary fund would be created to aid in carrying on our public works, local and general, and we should get rid at once of the anomalies which we have now of the land revenue being paid away in the form of subsidies to local bodies whose expenditure was never authorised by the General Assembly, or has been met by loans. We have had a fund for the purpose, and I contend that the committee will do well to consider how it may be best applied to the future expenditure. bbox=[482, 1034, 632, 1123]
ad-line: FIRE AND MARINE. bbox=[976, 339, 1087, 351]
derby-entry: Mr W. C. Webb's ch f, by Albany—Olga. bbox=[14, 144, 120, 152]
derby-entry: Mr E. Mitchell's ch c, by Marco—Malvina. bbox=[14, 78, 126, 86]
weight-weight: 6 4 bbox=[149, 529, 158, 537]
article-text: such as ask for any increase of the salary of the Government in the expenditure, as the salary of the existing officers is sufficient for the ordinary purposes of government. I trust that the committee will not be induced to sanction any increase. It would be the duty of the Government to see that the expenditure is kept within the limits of the estimates, and I am confident that the committee will support us in that resolve. We propose to introduce a bill which will place the whole of the public accounts under more complete control, and will give effect to the recommendations of the Public Accounts Committee of last session. bbox=[798, 1449, 948, 1539]
acceptance-entry: Mr Nosworthy's Tricolor, 7st 8lb. bbox=[14, 633, 100, 641]
weight-horse: Lara bbox=[8, 494, 20, 502]
acceptances-list bbox=[8, 615, 157, 660]
weight-row bbox=[8, 467, 157, 474]
ad-title: WEDNESDAY, NOVEMBER 19TH. bbox=[976, 146, 1087, 155]
article-text: escape the dangers of the position, without something like a complete remodelling of our finance, both general and local, without careful revision of the public accounts, without the exercise of much thrift and self-denial on the part of all classes of the community. The period of the session at which we have now arrived renders it impossible to properly consider the whole question of our finance this year. My reference for the present purpose has been to the honour to hold would be at once resented if I were to pretend to be capable in the short time I have been in office of maturing and submitting in detail so complete a financial policy as the Government have in preparation. The Government, being anxious to prevent misconstruction, believe it to be the general scope, and to give what I hope the committee will consider sufficiently full details of such parts of it as we think it possible to deal with this session. bbox=[798, 112, 948, 239]
article-text: —Land sales, £737,604; pastoral rents, £130,568—total, £868,172. The estimated revenue for this year is—Land sales, £740,000; pastoral rents, £130,000—total, £870,000. It will be seen that the land sales last year only reached £737,604, having fallen short of the estimate by £383,234, and that this year they are estimated to produce only £740,000. Here, then, is a fund of the nature of that which is called in the Crown land fund, with a revenue which, since the estimates were framed, has shown a tendency to decline. With regard to the expenditure, I find that the amount spent upon the public works, roads and bridges during the last financial year exceeded the estimate, and that the railway construction proceeded upon a scale which the revenue could not sustain. bbox=[166, 656, 316, 760]
weight-age: a bbox=[120, 543, 124, 551]
article-text: escape the dangers of the position, without something like a complete remodelling of our finance, both general and local, without careful revision of the public accounts, without the exercise of much thrift and self-denial on the part of all classes of the community. The period of the session at which we have now arrived renders it impossible to properly consider the whole question of our finance this year. My reference for the present purpose has been to the honour to hold would be at once resented if I were to pretend to be capable in the short time I have been in office of maturing and submitting in detail so complete a financial policy as the Government have in preparation. The Government, being anxious to prevent misconstruction, believe it to be the general scope, and to give what I hope the committee will consider sufficiently full details of such parts of it as we think it possible to deal with this session. bbox=[640, 203, 790, 330]
advertisement-ellissons bbox=[641, 1043, 790, 1104]
weight-horse: Templeton bbox=[8, 550, 35, 558]
article-text: —Land sales, £737,604; pastoral rents, £130,568—total, £868,172. The estimated revenue for this year is—Land sales, £740,000; pastoral rents, £130,000—total, £870,000. It will be seen that the land sales last year only reached £737,604, having fallen short of the estimate by £383,234, and that this year they are estimated to produce only £740,000. Here, then, is a fund of the nature of that which is called in the Crown land fund, with a revenue which, since the estimates were framed, has shown a tendency to decline. With regard to the expenditure, I find that the amount spent upon the public works, roads and bridges during the last financial year exceeded the estimate, and that the railway construction proceeded upon a scale which the revenue could not sustain. bbox=[640, 837, 790, 942]
article-text: —Land sales, £737,604; pastoral rents, £130,568—total, £868,172. The estimated revenue for this year is—Land sales, £740,000; pastoral rents, £130,000—total, £870,000. It will be seen that the land sales last year only reached £737,604, having fallen short of the estimate by £383,234, and that this year they are estimated to produce only £740,000. Here, then, is a fund of the nature of that which is called in the Crown land fund, with a revenue which, since the estimates were framed, has shown a tendency to decline. With regard to the expenditure, I find that the amount spent upon the public works, roads and bridges during the last financial year exceeded the estimate, and that the railway construction proceeded upon a scale which the revenue could not sustain. bbox=[324, 1034, 474, 1138]
weight-row bbox=[8, 565, 157, 572]
weight-age: 4 bbox=[120, 557, 124, 565]
masthead bbox=[0, 0, 1114, 19]
article-text: such as ask for any increase of the salary of the Government in the expenditure, as the salary of the existing officers is sufficient for the ordinary purposes of government. I trust that the committee will not be induced to sanction any increase. It would be the duty of the Government to see that the expenditure is kept within the limits of the estimates, and I am confident that the committee will support us in that resolve. We propose to introduce a bill which will place the whole of the public accounts under more complete control, and will give effect to the recommendations of the Public Accounts Committee of last session. bbox=[324, 218, 474, 308]
columns bbox=[4, 22, 1110, 1539]
weight-weight: 7 12 bbox=[146, 487, 158, 495]
column-statement-2 bbox=[162, 22, 320, 1539]
ad-subtitle: OF NEW ZEALAND bbox=[1002, 330, 1061, 338]
weight-horse: Foul Play bbox=[8, 508, 32, 516]
weights-table bbox=[8, 467, 157, 579]
article-text: escape the dangers of the position, without something like a complete remodelling of our finance, both general and local, without careful revision of the public accounts, without the exercise of much thrift and self-denial on the part of all classes of the community. The period of the session at which we have now arrived renders it impossible to properly consider the whole question of our finance this year. My reference for the present purpose has been to the honour to hold would be at once resented if I were to pretend to be capable in the short time I have been in office of maturing and submitting in detail so complete a financial policy as the Government have in preparation. The Government, being anxious to prevent misconstruction, believe it to be the general scope, and to give what I hope the committee will consider sufficiently full details of such parts of it as we think it possible to deal with this session. bbox=[166, 1034, 316, 1160]
derby-entry: Mr Horlock's ch f, by Antonio—Tres Dame. bbox=[14, 106, 128, 114]
article-text: —Land sales, £737,604; pastoral rents, £130,568—total, £868,172. The estimated revenue for this year is—Land sales, £740,000; pastoral rents, £130,000—total, £870,000. It will be seen that the land sales last year only reached £737,604, having fallen short of the estimate by £383,234, and that this year they are estimated to produce only £740,000. Here, then, is a fund of the nature of that which is called in the Crown land fund, with a revenue which, since the estimates were framed, has shown a tendency to decline. With regard to the expenditure, I find that the amount spent upon the public works, roads and bridges during the last financial year exceeded the estimate, and that the railway construction proceeded upon a scale which the revenue could not sustain. bbox=[166, 149, 316, 254]
article-text: estimates and financial statements, and the accounts of the year, is so much detail as may be desired, really before the House meets. Immediately upon the House meeting votes for the several classes could be taken upon account, and the proposals of the Government for the year placed at once before hon. members for consideration. It will be seen that the arrangement of the accounts will be more simple and more easily understood, and the estimates will be laid on the table at the beginning of the session. In that way I believe we shall secure a far more effective control over the expenditure of the colony than has hitherto been possible. bbox=[482, 1216, 632, 1305]
article-text: with administration and survey of the land, and the balance of expenditure appropriated to public works, land and general, and to immigration. By this means it is clear that a true and not an imaginary fund would be created to aid in carrying on our public works, local and general, and we should get rid at once of the anomalies which we have now of the land revenue being paid away in the form of subsidies to local bodies whose expenditure was never authorised by the General Assembly, or has been met by loans. We have had a fund for the purpose, and I contend that the committee will do well to consider how it may be best applied to the future expenditure. bbox=[798, 1358, 948, 1448]
article-text: —Land sales, £737,604; pastoral rents, £130,568—total, £868,172. The estimated revenue for this year is—Land sales, £740,000; pastoral rents, £130,000—total, £870,000. It will be seen that the land sales last year only reached £737,604, having fallen short of the estimate by £383,234, and that this year they are estimated to produce only £740,000. Here, then, is a fund of the nature of that which is called in the Crown land fund, with a revenue which, since the estimates were framed, has shown a tendency to decline. With regard to the expenditure, I find that the amount spent upon the public works, roads and bridges during the last financial year exceeded the estimate, and that the railway construction proceeded upon a scale which the revenue could not sustain. bbox=[166, 1162, 316, 1266]
weight-horse: Kingfisher bbox=[8, 480, 35, 488]
weight-horse: Bella bbox=[8, 529, 22, 537]
welcome-entry: Mr J. P. Dennis's b f, by Marco—Maid of Erin. bbox=[14, 388, 135, 396]
article-text: escape the dangers of the position, without something like a complete remodelling of our finance, both general and local, without careful revision of the public accounts, without the exercise of much thrift and self-denial on the part of all classes of the community. The period of the session at which we have now arrived renders it impossible to properly consider the whole question of our finance this year. My reference for the present purpose has been to the honour to hold would be at once resented if I were to pretend to be capable in the short time I have been in office of maturing and submitting in detail so complete a financial policy as the Government have in preparation. The Government, being anxious to prevent misconstruction, believe it to be the general scope, and to give what I hope the committee will consider sufficiently full details of such parts of it as we think it possible to deal with this session. bbox=[324, 1412, 474, 1539]
weight-row bbox=[8, 537, 157, 544]
weight-age: 3 bbox=[120, 564, 124, 572]
ad-body: A SPEEDY CURE for that most distressing complaint, NEURALGIA. The following extracts from Testimonials are sufficient to show the value of the remedy. Price, 2s. 6d. per bottle. Sold by all Chemists and Druggists. bbox=[640, 1070, 790, 1100]
acceptances-intro: The following are the acceptances for the ASHBURTON CUP HANDICAP. bbox=[8, 597, 158, 613]
weight-row bbox=[8, 481, 157, 488]
weights-intro: The following are the weights for the Spring Meeting :— bbox=[8, 441, 158, 457]
column-statement-3 bbox=[320, 22, 478, 1539]
section-heading-sporting: SPORTING. bbox=[48, 25, 117, 37]
meeting-heading-dunedin: DUNEDIN RACES. bbox=[41, 421, 124, 431]
article-text: with administration and survey of the land, and the balance of expenditure appropriated to public works, land and general, and to immigration. By this means it is clear that a true and not an imaginary fund would be created to aid in carrying on our public works, local and general, and we should get rid at once of the anomalies which we have now of the land revenue being paid away in the form of subsidies to local bodies whose expenditure was never authorised by the General Assembly, or has been met by loans. We have had a fund for the purpose, and I contend that the committee will do well to consider how it may be best applied to the future expenditure. bbox=[482, 528, 632, 617]
weight-age: a bbox=[120, 487, 124, 495]
article-text: estimates and financial statements, and the accounts of the year, is so much detail as may be desired, really before the House meets. Immediately upon the House meeting votes for the several classes could be taken upon account, and the proposals of the Government for the year placed at once before hon. members for consideration. It will be seen that the arrangement of the accounts will be more simple and more easily understood, and the estimates will be laid on the table at the beginning of the session. In that way I believe we shall secure a far more effective control over the expenditure of the colony than has hitherto been possible. bbox=[798, 1034, 948, 1123]
masthead-title: THE GLOBE, TUESDAY NOVEMBER 18, 1879 bbox=[402, 0, 712, 15]
weight-age: 3 bbox=[120, 529, 124, 537]
article-text: with administration and survey of the land, and the balance of expenditure appropriated to public works, land and general, and to immigration. By this means it is clear that a true and not an imaginary fund would be created to aid in carrying on our public works, local and general, and we should get rid at once of the anomalies which we have now of the land revenue being paid away in the form of subsidies to local bodies whose expenditure was never authorised by the General Assembly, or has been met by loans. We have had a fund for the purpose, and I contend that the committee will do well to consider how it may be best applied to the future expenditure. bbox=[482, 22, 632, 111]
weight-weight: 7 2 bbox=[149, 564, 158, 572]
telegraph-tag: [BY TELEGRAPH.] bbox=[55, 682, 111, 690]
article-text: —Land sales, £737,604; pastoral rents, £130,568—total, £868,172. The estimated revenue for this year is—Land sales, £740,000; pastoral rents, £130,000—total, £870,000. It will be seen that the land sales last year only reached £737,604, having fallen short of the estimate by £383,234, and that this year they are estimated to produce only £740,000. Here, then, is a fund of the nature of that which is called in the Crown land fund, with a revenue which, since the estimates were framed, has shown a tendency to decline. With regard to the expenditure, I find that the amount spent upon the public works, roads and bridges during the last financial year exceeded the estimate, and that the railway construction proceeded upon a scale which the revenue could not sustain. bbox=[798, 747, 948, 851]
weight-weight: 6 7 bbox=[149, 522, 158, 530]
article-text: estimates and financial statements, and the accounts of the year, is so much detail as may be desired, really before the House meets. Immediately upon the House meeting votes for the several classes could be taken upon account, and the proposals of the Government for the year placed at once before hon. members for consideration. It will be seen that the arrangement of the accounts will be more simple and more easily understood, and the estimates will be laid on the table at the beginning of the session. In that way I believe we shall secure a far more effective control over the expenditure of the colony than has hitherto been possible. bbox=[166, 1449, 316, 1539]
weight-horse: Chancellor bbox=[8, 466, 36, 474]
weight-age: a bbox=[120, 466, 124, 474]
article-text: escape the dangers of the position, without something like a complete remodelling of our finance, both general and local, without careful revision of the public accounts, without the exercise of much thrift and self-denial on the part of all classes of the community. The period of the session at which we have now arrived renders it impossible to properly consider the whole question of our finance this year. My reference for the present purpose has been to the honour to hold would be at once resented if I were to pretend to be capable in the short time I have been in office of maturing and submitting in detail so complete a financial policy as the Government have in preparation. The Government, being anxious to prevent misconstruction, believe it to be the general scope, and to give what I hope the committee will consider sufficiently full details of such parts of it as we think it possible to deal with this session. bbox=[482, 800, 632, 927]
article-text: estimates and financial statements, and the accounts of the year, is so much detail as may be desired, really before the House meets. Immediately upon the House meeting votes for the several classes could be taken upon account, and the proposals of the Government for the year placed at once before hon. members for consideration. It will be seen that the arrangement of the accounts will be more simple and more easily understood, and the estimates will be laid on the table at the beginning of the session. In that way I believe we shall secure a far more effective control over the expenditure of the colony than has hitherto been possible. bbox=[640, 112, 790, 202]
article-text: escape the dangers of the position, without something like a complete remodelling of our finance, both general and local, without careful revision of the public accounts, without the exercise of much thrift and self-denial on the part of all classes of the community. The period of the session at which we have now arrived renders it impossible to properly consider the whole question of our finance this year. My reference for the present purpose has been to the honour to hold would be at once resented if I were to pretend to be capable in the short time I have been in office of maturing and submitting in detail so complete a financial policy as the Government have in preparation. The Government, being anxious to prevent misconstruction, believe it to be the general scope, and to give what I hope the committee will consider sufficiently full details of such parts of it as we think it possible to deal with this session. bbox=[798, 619, 948, 745]
ad-body: WE, the undersigned, Ratepayers of the Borough of Sydenham, respectfully request that you will ALLOW YOURSELF to be NOMINATED for the MAYORALTY for the ensuing year. bbox=[956, 263, 1106, 293]
advertisement-land-cottages bbox=[957, 143, 1106, 211]
weight-horse: Ouida bbox=[8, 557, 24, 565]
race-heading-welcome: THE WELCOME STAKES, 1880. bbox=[36, 285, 129, 293]
weight-weight: 7 4 bbox=[149, 501, 158, 509]
weight-weight: 6 0 bbox=[149, 536, 158, 544]
article-text: with administration and survey of the land, and the balance of expenditure appropriated to public works, land and general, and to immigration. By this means it is clear that a true and not an imaginary fund would be created to aid in carrying on our public works, local and general, and we should get rid at once of the anomalies which we have now of the land revenue being paid away in the form of subsidies to local bodies whose expenditure was never authorised by the General Assembly, or has been met by loans. We have had a fund for the purpose, and I contend that the committee will do well to consider how it may be best applied to the future expenditure. bbox=[798, 346, 948, 435]
weight-row bbox=[8, 495, 157, 502]
acceptance-entry: Mr Gray's Robin Hood, 6st 10lb. bbox=[14, 652, 99, 660]
